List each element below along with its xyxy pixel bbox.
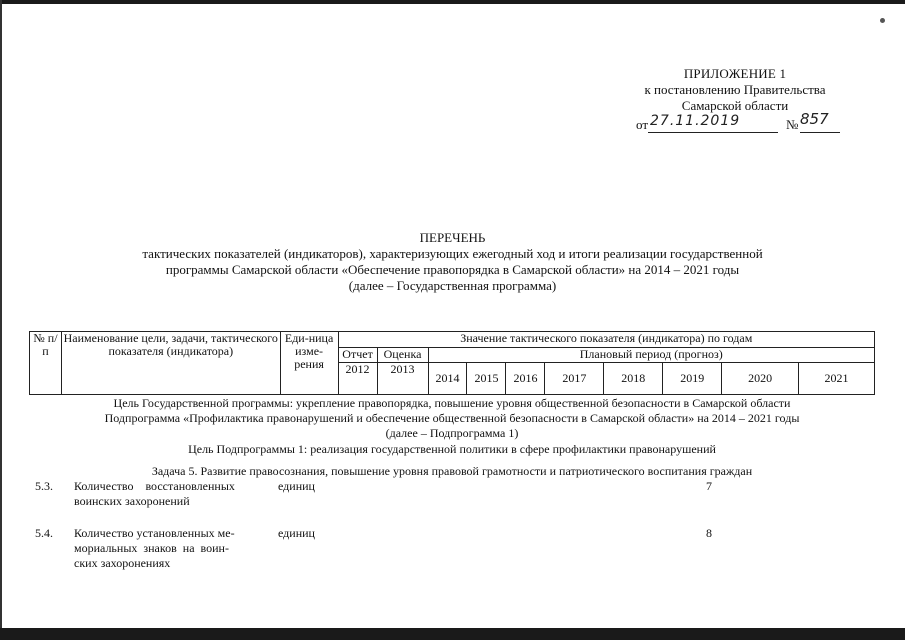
document-heading <box>60 230 845 294</box>
row-num: 5.4. <box>35 526 53 540</box>
row-name-line: Количество установленных ме- <box>74 526 235 540</box>
row-unit: единиц <box>278 526 315 540</box>
table-row <box>35 479 875 519</box>
header-year: 2019 <box>663 363 722 395</box>
appendix-line-1: к постановлению Правительства <box>644 82 826 97</box>
number-underline <box>800 132 840 133</box>
scan-border-bottom <box>0 628 905 640</box>
handwritten-number: 857 <box>800 110 829 128</box>
row-name-line: Количество восстановленных <box>74 479 235 493</box>
row-value-2019: 8 <box>706 526 712 540</box>
header-year: 2017 <box>545 363 604 395</box>
number-label: № <box>786 117 799 132</box>
row-name-line: мориальных знаков на воин- <box>74 541 229 555</box>
header-estimate: Оценка <box>377 348 428 363</box>
appendix-title: ПРИЛОЖЕНИЕ 1 <box>683 66 787 81</box>
header-name: Наименование цели, задачи, тактического показателя (индикатора) <box>61 332 280 395</box>
header-year: 2015 <box>467 363 506 395</box>
header-num: № п/п <box>30 332 62 395</box>
scan-border-left <box>0 0 2 640</box>
scan-border-top <box>0 0 905 4</box>
header-report-year: 2012 <box>338 363 377 395</box>
header-planned: Плановый период (прогноз) <box>428 348 874 363</box>
appendix-line-2: Самарской области <box>681 98 789 113</box>
header-year: 2016 <box>506 363 545 395</box>
heading-line-1: тактических показателей (индикаторов), характеризующих ежегодный ход и итоги реализации государственной <box>142 246 763 261</box>
heading-line-2: программы Самарской области «Обеспечение правопорядка в Самарской области» на 2014 – 2021 годы <box>165 262 740 277</box>
header-report: Отчет <box>338 348 377 363</box>
date-label: от <box>636 117 649 132</box>
program-goal: Цель Государственной программы: укрепление правопорядка, повышение уровня общественной безопасности в Самарской области <box>113 396 791 410</box>
header-year: 2018 <box>604 363 663 395</box>
scan-dot <box>880 18 885 23</box>
row-value-2019: 7 <box>706 479 712 493</box>
row-unit: единиц <box>278 479 315 493</box>
subprogram-line-1: Подпрограмма «Профилактика правонарушений и обеспечение общественной безопасности в Самарской области» на 2014 – 2021 годы <box>104 411 800 425</box>
row-name-line: ских захоронениях <box>74 556 171 570</box>
signature-line <box>590 110 880 133</box>
header-unit: Еди-ница изме-рения <box>280 332 338 395</box>
header-year: 2014 <box>428 363 467 395</box>
row-num: 5.3. <box>35 479 53 493</box>
appendix-block <box>590 66 880 133</box>
row-name <box>74 526 276 571</box>
handwritten-date: 27.11.2019 <box>650 113 741 129</box>
indicators-table-header <box>29 331 875 395</box>
header-year: 2021 <box>799 363 875 395</box>
row-name-line: воинских захоронений <box>74 494 190 508</box>
heading-line-3: (далее – Государственная программа) <box>348 278 557 293</box>
row-name <box>74 479 276 509</box>
header-values-title: Значение тактического показателя (индикатора) по годам <box>338 332 874 348</box>
header-year: 2020 <box>722 363 799 395</box>
heading-title: ПЕРЕЧЕНЬ <box>419 230 486 245</box>
subprogram-line-2: (далее – Подпрограмма 1) <box>385 426 519 440</box>
task-5: Задача 5. Развитие правосознания, повышение уровня правовой грамотности и патриотического воспитания граждан <box>151 464 753 478</box>
subprogram-goal: Цель Подпрограммы 1: реализация государственной политики в сфере профилактики правонарушений <box>188 442 716 456</box>
header-estimate-year: 2013 <box>377 363 428 395</box>
table-row <box>35 526 875 576</box>
date-underline <box>648 132 778 133</box>
